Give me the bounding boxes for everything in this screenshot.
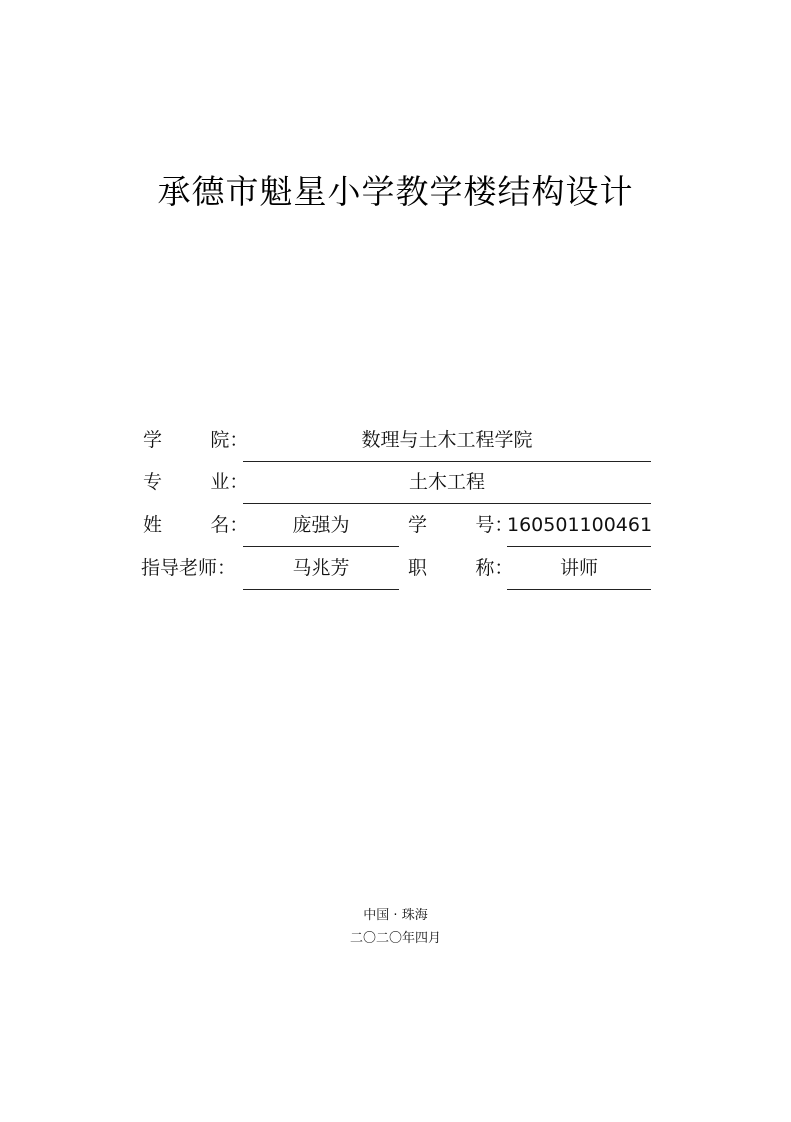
- college-field: 数理与土木工程学院: [243, 427, 651, 462]
- student-id-label: 学 号：: [408, 514, 514, 536]
- professional-title-label: 职 称：: [408, 557, 514, 579]
- footer-location: 中国 · 珠海: [363, 908, 428, 923]
- professional-title-field: 讲师: [507, 555, 651, 590]
- college-label: 学 院：: [143, 429, 249, 451]
- name-field: 庞强为: [243, 512, 399, 547]
- name-label: 姓 名：: [143, 514, 249, 536]
- major-field: 土木工程: [243, 469, 651, 504]
- document-title: 承德市魁星小学教学楼结构设计: [157, 172, 634, 211]
- advisor-field: 马兆芳: [243, 555, 399, 590]
- footer-date: 二〇二〇年四月: [349, 931, 441, 946]
- major-label: 专 业：: [143, 471, 249, 493]
- advisor-label: 指导老师：: [141, 557, 237, 579]
- student-id-field: 160501100461: [507, 512, 651, 547]
